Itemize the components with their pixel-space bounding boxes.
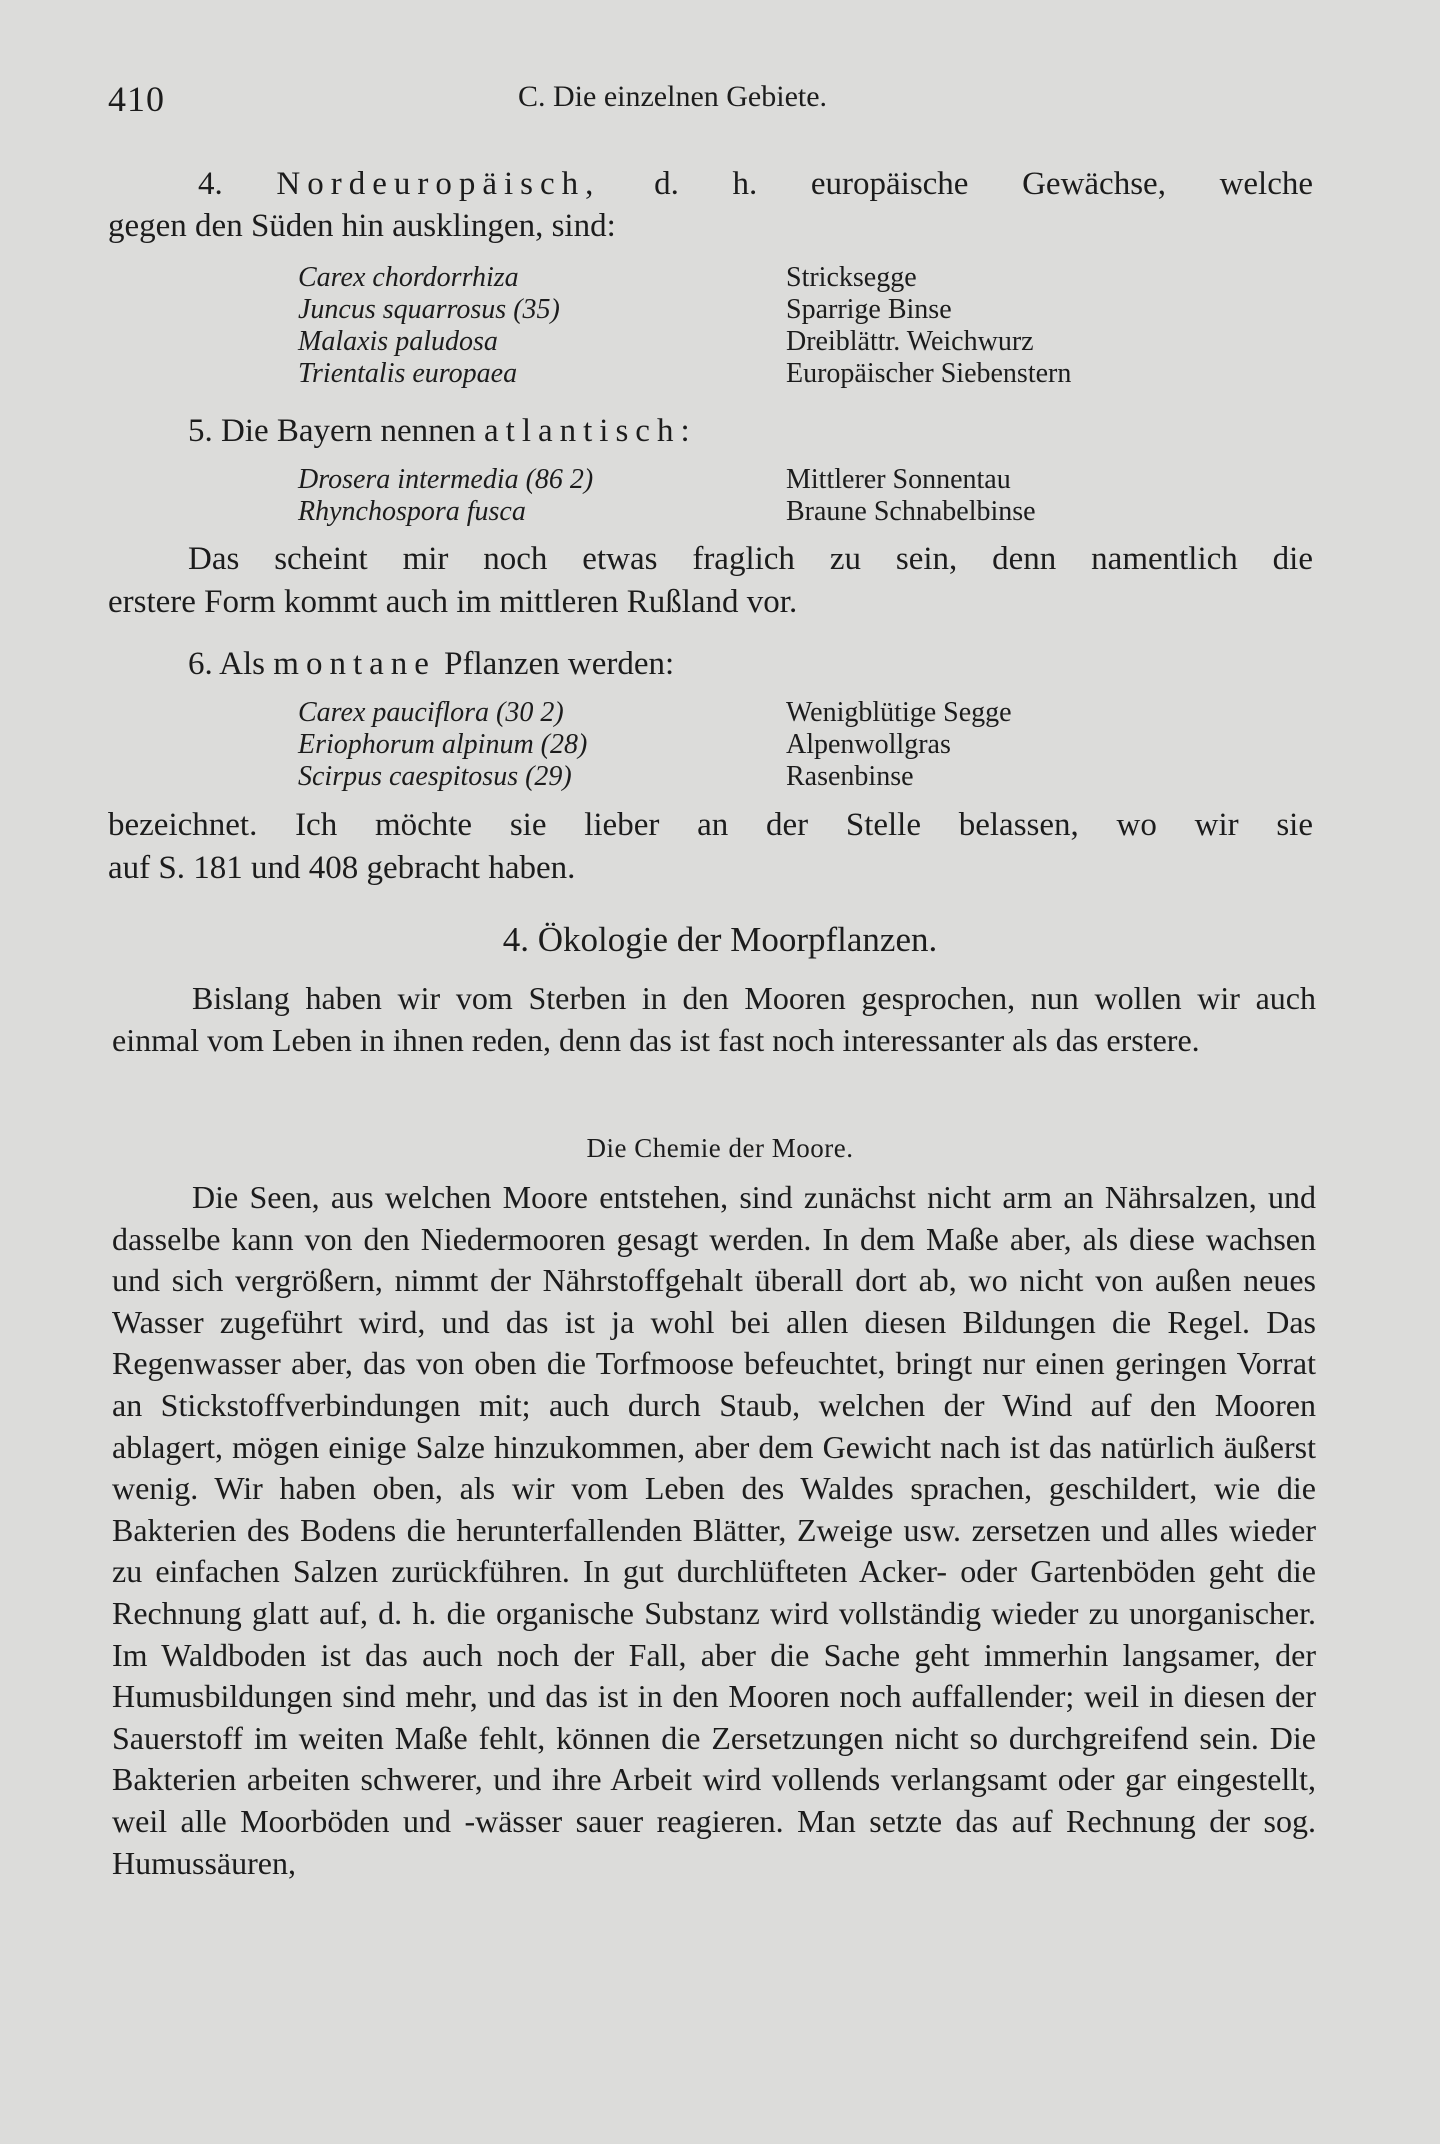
section-5-line: [108, 410, 1313, 452]
plant-row: [298, 326, 1198, 358]
section-4-line-1-rest: d. h. europäische Gewächse, welche: [654, 166, 1314, 202]
section-6-suffix: Pflanzen werden:: [444, 646, 675, 682]
latin-name: Rhynchospora fusca: [298, 496, 526, 527]
german-name: Rasenbinse: [786, 761, 914, 792]
section-5-note-line-2: erstere Form kommt auch im mittleren Rußland vor.: [108, 584, 798, 620]
plant-row: [298, 761, 1198, 793]
latin-name: Eriophorum alpinum (28): [298, 729, 588, 760]
latin-name: Carex pauciflora (30 2): [298, 697, 564, 728]
section-6-term: montane: [273, 646, 436, 682]
section-4-label: 4.: [198, 166, 223, 202]
german-name: Mittlerer Sonnentau: [786, 464, 1011, 495]
running-title: C. Die einzelnen Gebiete.: [518, 80, 828, 113]
plant-row: [298, 729, 1198, 761]
plant-row: [298, 294, 1198, 326]
german-name: Stricksegge: [786, 262, 917, 293]
latin-name: Drosera intermedia (86 2): [298, 464, 594, 495]
section-4-line-1: [108, 163, 1313, 205]
latin-name: Carex chordorrhiza: [298, 262, 519, 293]
section-6-note-line-2: auf S. 181 und 408 gebracht haben.: [108, 850, 576, 886]
section-6-prefix: 6. Als: [188, 646, 266, 682]
subsection-body: [112, 1177, 1316, 1884]
section-5-term: atlantisch:: [484, 413, 697, 449]
german-name: Dreiblättr. Weichwurz: [786, 326, 1034, 357]
plant-row: [298, 496, 1198, 528]
latin-name: Scirpus caespitosus (29): [298, 761, 572, 792]
german-name: Europäischer Siebenstern: [786, 358, 1072, 389]
section-6-note-line-1: bezeichnet. Ich möchte sie lieber an der Stelle belassen, wo wir sie: [108, 807, 1313, 843]
body-paragraph: Die Seen, aus welchen Moore entstehen, sind zunächst nicht arm an Nährsalzen, und dasselbe kann von den Niedermooren gesagt werden. In dem Maße aber, als diese wachsen und sich vergrößern, nimmt der Nährstoffgehalt überall dort ab, wo nicht von außen neues Wasser zugeführt wird, und das ist ja wohl bei allen diesen Bildungen die Regel. Das Regenwasser aber, das von oben die Torfmoose befeuchtet, bringt nur einen geringen Vorrat an Stickstoffverbindungen mit; auch durch Staub, welchen der Wind auf den Mooren ablagert, mögen einige Salze hinzukommen, aber dem Gewicht nach ist das natürlich äußerst wenig. Wir haben oben, als wir vom Leben des Waldes sprachen, geschildert, wie die Bakterien des Bodens die herunterfallenden Blätter, Zweige usw. zersetzen und alles wieder zu einfachen Salzen zurückführen. In gut durchlüfteten Acker- oder Gartenböden geht die Rechnung glatt auf, d. h. die organische Substanz wird vollständig wieder zu unorganischer. Im Waldboden ist das auch noch der Fall, aber die Sache geht immerhin langsamer, der Humusbildungen sind mehr, und das ist in den Mooren noch auffallender; weil in diesen der Sauerstoff im weiten Maße fehlt, können die Zersetzungen nicht so durchgreifend sein. Die Bakterien arbeiten schwerer, und ihre Arbeit wird vollends verlangsamt oder gar eingestellt, weil alle Moorböden und -wässer sauer reagieren. Man setzte das auf Rechnung der sog. Humussäuren,: [112, 1179, 1316, 1881]
chapter-title: 4. Ökologie der Moorpflanzen.: [502, 920, 938, 959]
section-5-note-line-1: Das scheint mir noch etwas fraglich zu sein, denn namentlich die: [188, 541, 1313, 577]
latin-name: Juncus squarrosus (35): [298, 294, 560, 325]
section-4-term: Nordeuropäisch,: [276, 166, 601, 202]
german-name: Braune Schnabelbinse: [786, 496, 1036, 527]
page-header: [108, 78, 1320, 128]
section-4-line-2: gegen den Süden hin ausklingen, sind:: [108, 208, 616, 244]
german-name: Sparrige Binse: [786, 294, 952, 325]
plant-row: [298, 697, 1198, 729]
page-number: 410: [108, 79, 165, 119]
german-name: Alpenwollgras: [786, 729, 951, 760]
german-name: Wenigblütige Segge: [786, 697, 1012, 728]
chapter-intro: [112, 978, 1316, 1061]
latin-name: Malaxis paludosa: [298, 326, 498, 357]
section-5-prefix: 5. Die Bayern nennen: [188, 413, 476, 449]
intro-paragraph: Bislang haben wir vom Sterben in den Mooren gesprochen, nun wollen wir auch einmal vom Leben in ihnen reden, denn das ist fast noch interessanter als das erstere.: [112, 980, 1316, 1058]
section-6-plant-list: [298, 697, 1198, 793]
section-5-plant-list: [298, 464, 1198, 528]
plant-row: [298, 358, 1198, 390]
plant-row: [298, 262, 1198, 294]
section-4-plant-list: [298, 262, 1198, 390]
latin-name: Trientalis europaea: [298, 358, 518, 389]
plant-row: [298, 464, 1198, 496]
section-6-line: [108, 643, 1313, 685]
subsection-title: Die Chemie der Moore.: [586, 1133, 854, 1163]
